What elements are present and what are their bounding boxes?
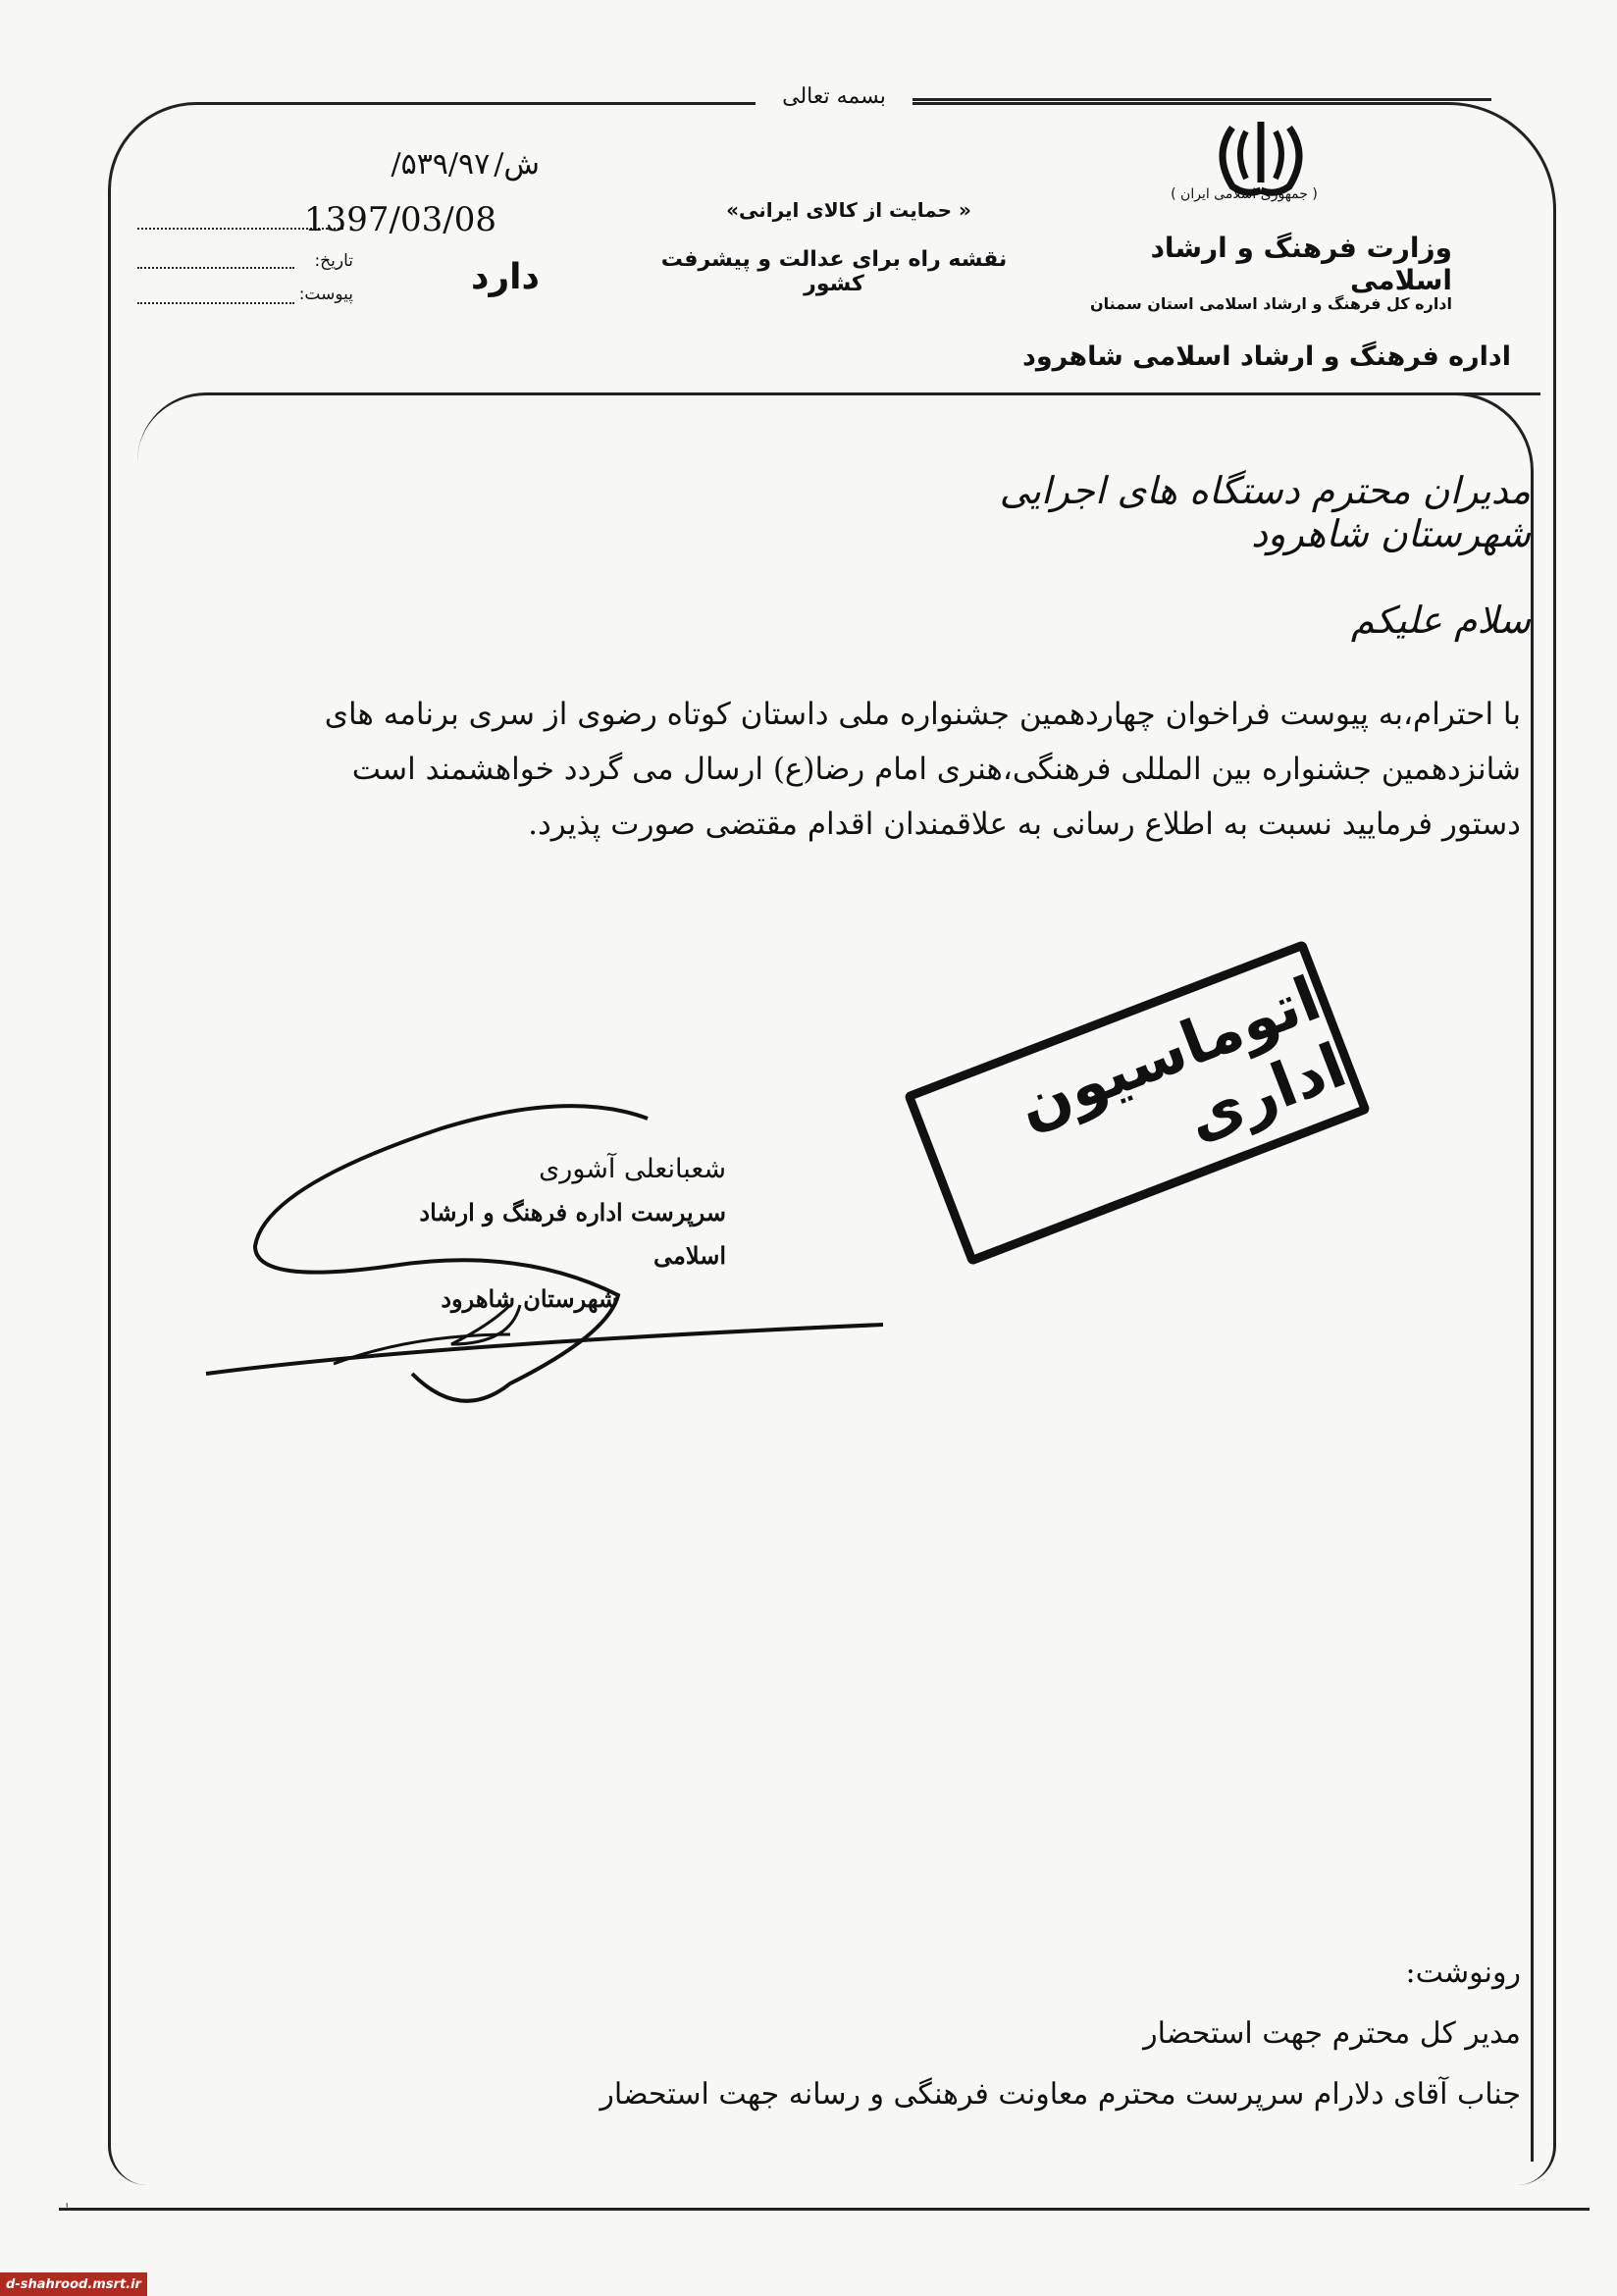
local-office-name: اداره فرهنگ و ارشاد اسلامی شاهرود [1021, 341, 1511, 372]
stamp-text: اتوماسیون اداری [1008, 962, 1356, 1155]
attachment-value: دارد [470, 257, 540, 297]
signer-name: شعبانعلی آشوری [539, 1154, 726, 1184]
slogan-line-2: نقشه راه برای عدالت و پیشرفت کشور [660, 247, 1008, 296]
body-line-1: با احترام،به پیوست فراخوان چهاردهمین جشنواره ملی داستان کوتاه رضوی از سری برنامه های [324, 697, 1521, 732]
slogan-line-1: « حمایت از کالای ایرانی» [726, 198, 971, 222]
cc-line-1: مدیر کل محترم جهت استحضار [1143, 2016, 1521, 2051]
cc-label: رونوشت: [1405, 1956, 1521, 1990]
body-line-3: دستور فرمایید نسبت به اطلاع رسانی به علاقمندان اقدام مقتضی صورت پذیرد. [528, 807, 1521, 842]
cc-line-2: جناب آقای دلارام سرپرست محترم معاونت فرهنگی و رسانه جهت استحضار [600, 2077, 1521, 2112]
site-watermark: d-shahrood.msrt.ir [0, 2272, 147, 2296]
signer-title-line-2: شهرستان شاهرود [441, 1284, 618, 1313]
date-underline [137, 267, 294, 269]
addressee: مدیران محترم دستگاه های اجرایی شهرستان شاهرود [999, 469, 1531, 555]
scan-artifact: ˌ [65, 2190, 70, 2209]
attachment-label: پیوست: [298, 285, 353, 304]
emblem-caption: ( جمهوری اسلامی ایران ) [1171, 186, 1318, 202]
body-line-2: شانزدهمین جشنواره بین المللی فرهنگی،هنری امام رضا(ع) ارسال می گردد خواهشمند است [351, 752, 1521, 787]
letter-body [157, 687, 1521, 852]
greeting: سلام علیکم [1350, 599, 1531, 642]
attachment-underline [137, 302, 294, 304]
date-value: 1397/03/08 [304, 200, 496, 239]
signer-title-line-1: سرپرست اداره فرهنگ و ارشاد اسلامی [419, 1198, 726, 1270]
ministry-name: وزارت فرهنگ و ارشاد اسلامی [1150, 232, 1452, 296]
cc-section [294, 1943, 1521, 2125]
besmellah: بسمه تعالی [756, 84, 913, 109]
handwritten-signature [196, 1089, 903, 1423]
letter-number [334, 147, 540, 192]
date-label: تاریخ: [314, 251, 353, 271]
provincial-dept-name: اداره کل فرهنگ و ارشاد اسلامی استان سمنان [1090, 294, 1452, 313]
bottom-rule [59, 2208, 1590, 2211]
number-label: ش/ [494, 147, 540, 182]
number-value: ۵۳۹/۹۷/ [391, 147, 491, 182]
top-rule [883, 98, 1491, 101]
